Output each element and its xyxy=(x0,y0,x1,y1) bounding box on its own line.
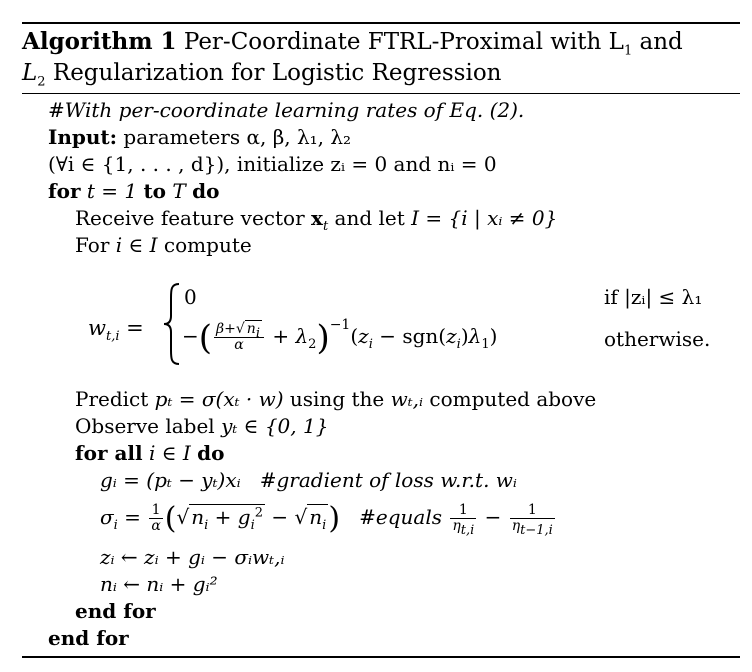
case-one-condition: if |zᵢ| ≤ λ₁ xyxy=(604,285,703,309)
for-all-line: for all i ∈ I do xyxy=(75,441,225,465)
input-line: Input: parameters α, β, λ₁, λ₂ xyxy=(48,125,352,149)
cases-brace xyxy=(162,282,182,366)
w-equation-lhs: $w_{t,i}$ = xyxy=(88,316,144,345)
case-two-value: −( $\frac{\beta+√ n_i}{\alpha}$ + $\lambda_2)^{-1}(z_i - sgn(z_i)\lambda_1)$ xyxy=(182,317,498,358)
n-update-line: nᵢ ← nᵢ + gᵢ² xyxy=(100,572,218,596)
beta-fraction: $\frac{\beta+√ n_i}{\alpha}$ xyxy=(214,322,264,353)
end-for-outer: end for xyxy=(48,626,129,650)
observe-line: Observe label yₜ ∈ {0, 1} xyxy=(75,414,329,438)
for-t-line: for t = 1 to T do xyxy=(48,179,220,203)
gradient-line: gᵢ = (pₜ − yₜ)xᵢ #gradient of loss w.r.t. wᵢ xyxy=(100,468,517,492)
algorithm-label: Algorithm 1 xyxy=(22,28,177,55)
receive-line: Receive feature vector $x_t$ and let I = {i | xᵢ ≠ 0} xyxy=(75,206,558,234)
z-update-line: zᵢ ← zᵢ + gᵢ − σᵢwₜ,ᵢ xyxy=(100,545,285,569)
bottom-rule xyxy=(22,656,740,658)
mid-rule xyxy=(22,93,740,94)
init-line: (∀i ∈ {1, . . . , d}), initialize zᵢ = 0 and nᵢ = 0 xyxy=(48,152,497,176)
sigma-line: $\sigma_i$ = $\frac{1}{\alpha}$ (√ $n_i + g_i^2$ − √ $n_i$) #equals $\frac{1}{\eta_{t,i}}$ − $\frac{1}{\eta_{t-1,i}}$ xyxy=(100,501,553,538)
comment-line: #With per-coordinate learning rates of Eq. (2). xyxy=(48,98,525,122)
for-i-compute-line: For i ∈ I compute xyxy=(75,233,252,257)
end-for-inner: end for xyxy=(75,599,156,623)
algorithm-title: Algorithm 1 Per-Coordinate FTRL-Proximal with $L_1$ and $L_2$ Regularization for Logistic Regression xyxy=(22,28,683,90)
case-one-value: 0 xyxy=(184,285,197,309)
case-two-condition: otherwise. xyxy=(604,327,711,351)
predict-line: Predict pₜ = σ(xₜ · w) using the wₜ,ᵢ computed above xyxy=(75,387,597,411)
top-rule xyxy=(22,22,740,24)
